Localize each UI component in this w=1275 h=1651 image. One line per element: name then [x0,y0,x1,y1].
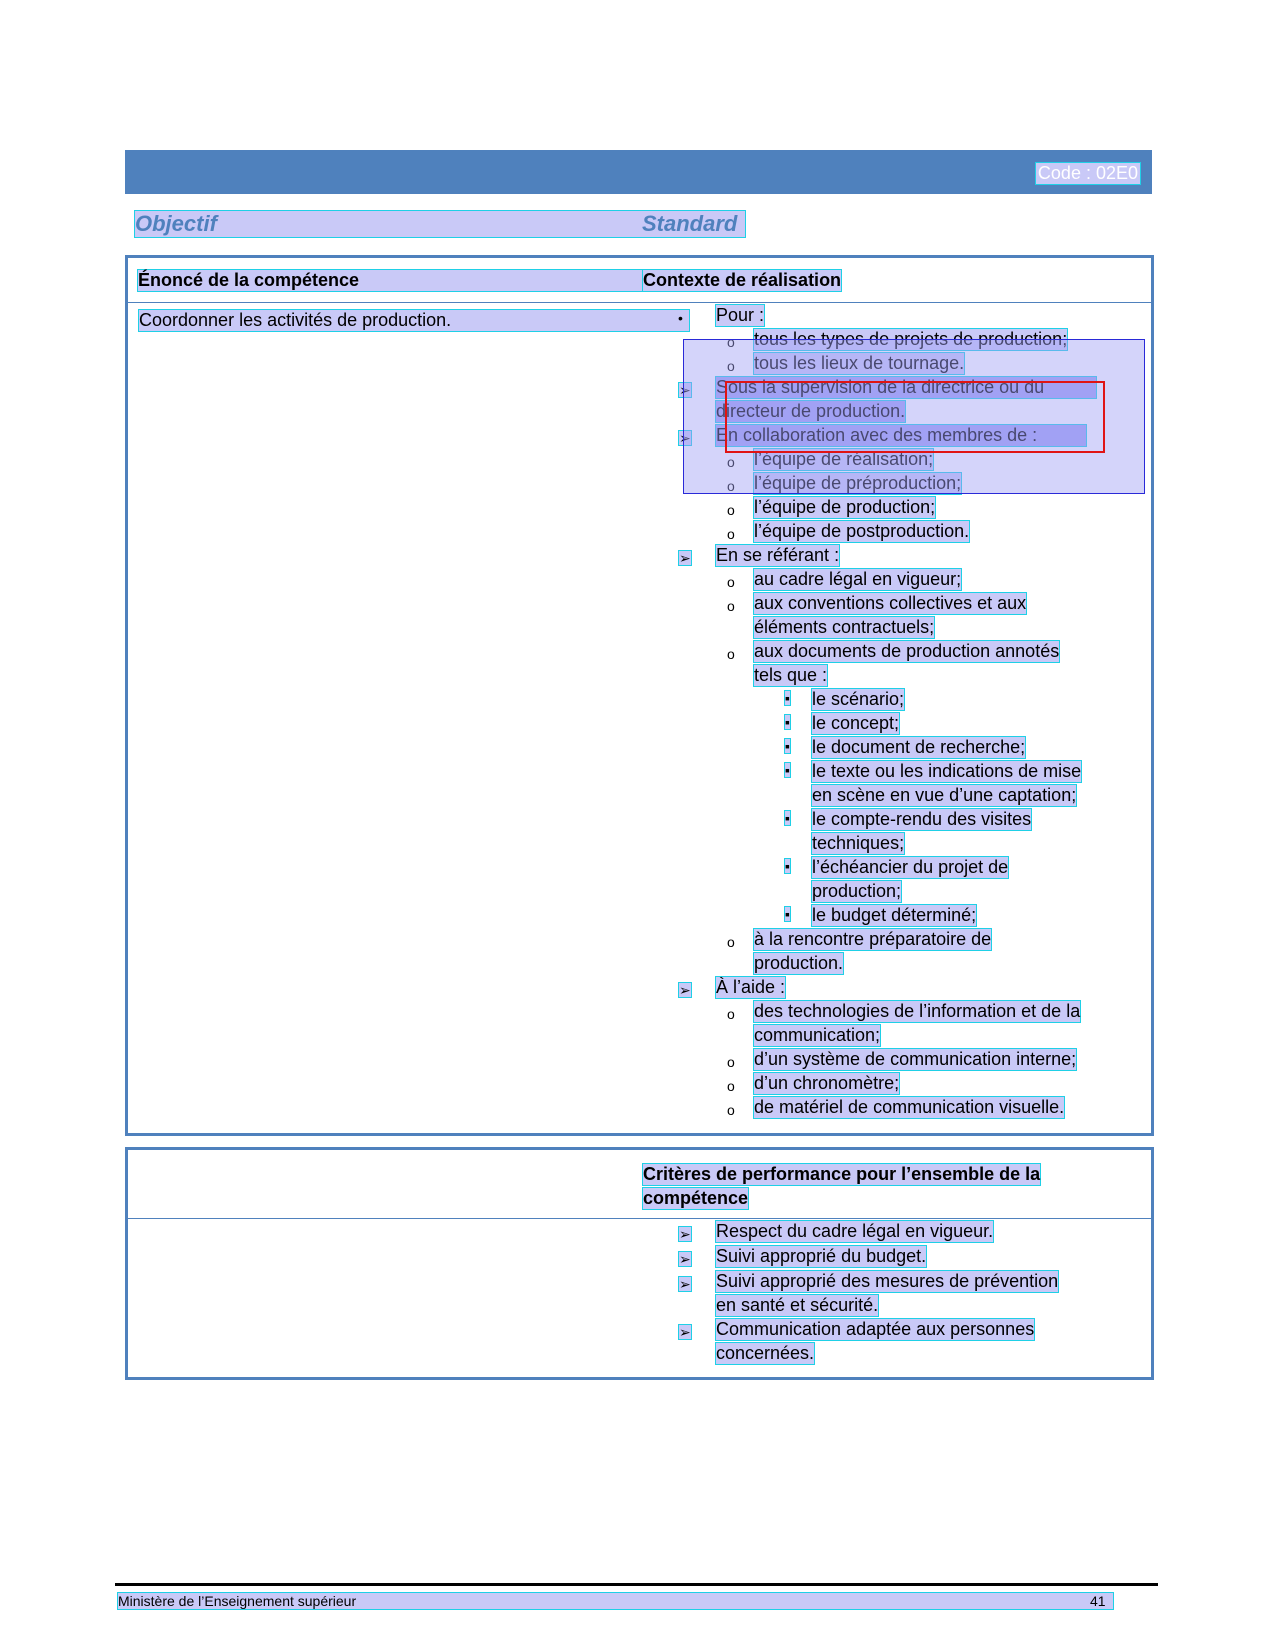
arrow-marker: ➢ [679,430,691,446]
circle-marker: o [727,478,735,494]
context-line: production. [754,953,844,973]
context-line: le budget déterminé; [812,905,977,925]
square-marker: ▪ [785,762,790,778]
context-line: communication; [754,1025,881,1045]
context-line: En collaboration avec des membres de : [716,425,1086,446]
circle-marker: o [727,1006,735,1022]
enonce-heading: Énoncé de la compétence [138,270,753,291]
context-line: éléments contractuels; [754,617,935,637]
circle-marker: o [727,574,735,590]
circle-marker: o [727,454,735,470]
square-marker: ▪ [785,810,790,826]
enonce-text: Coordonner les activités de production. [139,310,689,331]
context-line: au cadre légal en vigueur; [754,569,962,589]
context-line: l’équipe de réalisation; [754,449,934,469]
circle-marker: o [727,1054,735,1070]
context-line: des technologies de l’information et de la [754,1001,1081,1021]
context-line: À l’aide : [716,977,786,997]
arrow-marker: ➢ [679,1226,691,1242]
square-marker: ▪ [785,690,790,706]
context-line: tous les types de projets de production; [754,329,1068,349]
context-line: de matériel de communication visuelle. [754,1097,1065,1117]
context-line: production; [812,881,902,901]
footer-rule [115,1583,1158,1586]
circle-marker: o [727,334,735,350]
criteria-line: Respect du cadre légal en vigueur. [716,1221,994,1241]
criteres-heading-line1: Critères de performance pour l’ensemble de la [643,1164,1041,1184]
arrow-marker: ➢ [679,382,691,398]
context-line: à la rencontre préparatoire de [754,929,992,949]
criteres-heading-line2: compétence [643,1188,749,1208]
arrow-marker: ➢ [679,550,691,566]
circle-marker: o [727,526,735,542]
circle-marker: o [727,646,735,662]
header-divider [128,302,1151,303]
context-line: le scénario; [812,689,905,709]
context-line: d’un système de communication interne; [754,1049,1077,1069]
circle-marker: o [727,1078,735,1094]
focused-selection[interactable] [725,381,1105,453]
circle-marker: o [727,1102,735,1118]
context-line: d’un chronomètre; [754,1073,900,1093]
criteria-line: Suivi approprié des mesures de prévention [716,1271,1059,1291]
square-marker: ▪ [785,714,790,730]
context-line: techniques; [812,833,905,853]
objectif-title: Objectif [135,211,745,237]
context-line: l’équipe de production; [754,497,936,517]
bullet-marker: • [678,310,683,326]
standard-title: Standard [642,211,738,236]
square-marker: ▪ [785,858,790,874]
arrow-marker: ➢ [679,1276,691,1292]
context-line: Sous la supervision de la directrice ou du [716,377,1096,398]
square-marker: ▪ [785,738,790,754]
context-line: tels que : [754,665,828,685]
circle-marker: o [727,934,735,950]
context-line: en scène en vue d’une captation; [812,785,1077,805]
context-line: l’équipe de préproduction; [754,473,962,493]
arrow-marker: ➢ [679,1251,691,1267]
context-line: aux conventions collectives et aux [754,593,1027,613]
arrow-marker: ➢ [679,982,691,998]
header-divider [128,1218,1151,1219]
criteria-line: Suivi approprié du budget. [716,1246,927,1266]
square-marker: ▪ [785,906,790,922]
contexte-heading: Contexte de réalisation [643,270,842,290]
circle-marker: o [727,502,735,518]
criteria-line: Communication adaptée aux personnes [716,1319,1035,1339]
arrow-marker: ➢ [679,1324,691,1340]
circle-marker: o [727,358,735,374]
context-line: le concept; [812,713,900,733]
criteria-line: en santé et sécurité. [716,1295,879,1315]
context-line: Pour : [716,305,765,325]
context-line: l’équipe de postproduction. [754,521,970,541]
program-code: Code : 02E0 [1037,163,1138,183]
context-line: aux documents de production annotés [754,641,1060,661]
criteria-line: concernées. [716,1343,815,1363]
context-line: tous les lieux de tournage. [754,353,965,373]
header-bar [125,150,1152,194]
context-line: En se référant : [716,545,840,565]
context-line: le document de recherche; [812,737,1026,757]
performance-table [125,1147,1154,1380]
context-line: le texte ou les indications de mise [812,761,1082,781]
circle-marker: o [727,598,735,614]
context-line: l’échéancier du projet de [812,857,1009,877]
context-line: le compte-rendu des visites [812,809,1032,829]
page-number: 41 [1090,1593,1106,1609]
footer-ministry: Ministère de l’Enseignement supérieur [118,1593,1113,1609]
context-line: directeur de production. [716,401,906,421]
